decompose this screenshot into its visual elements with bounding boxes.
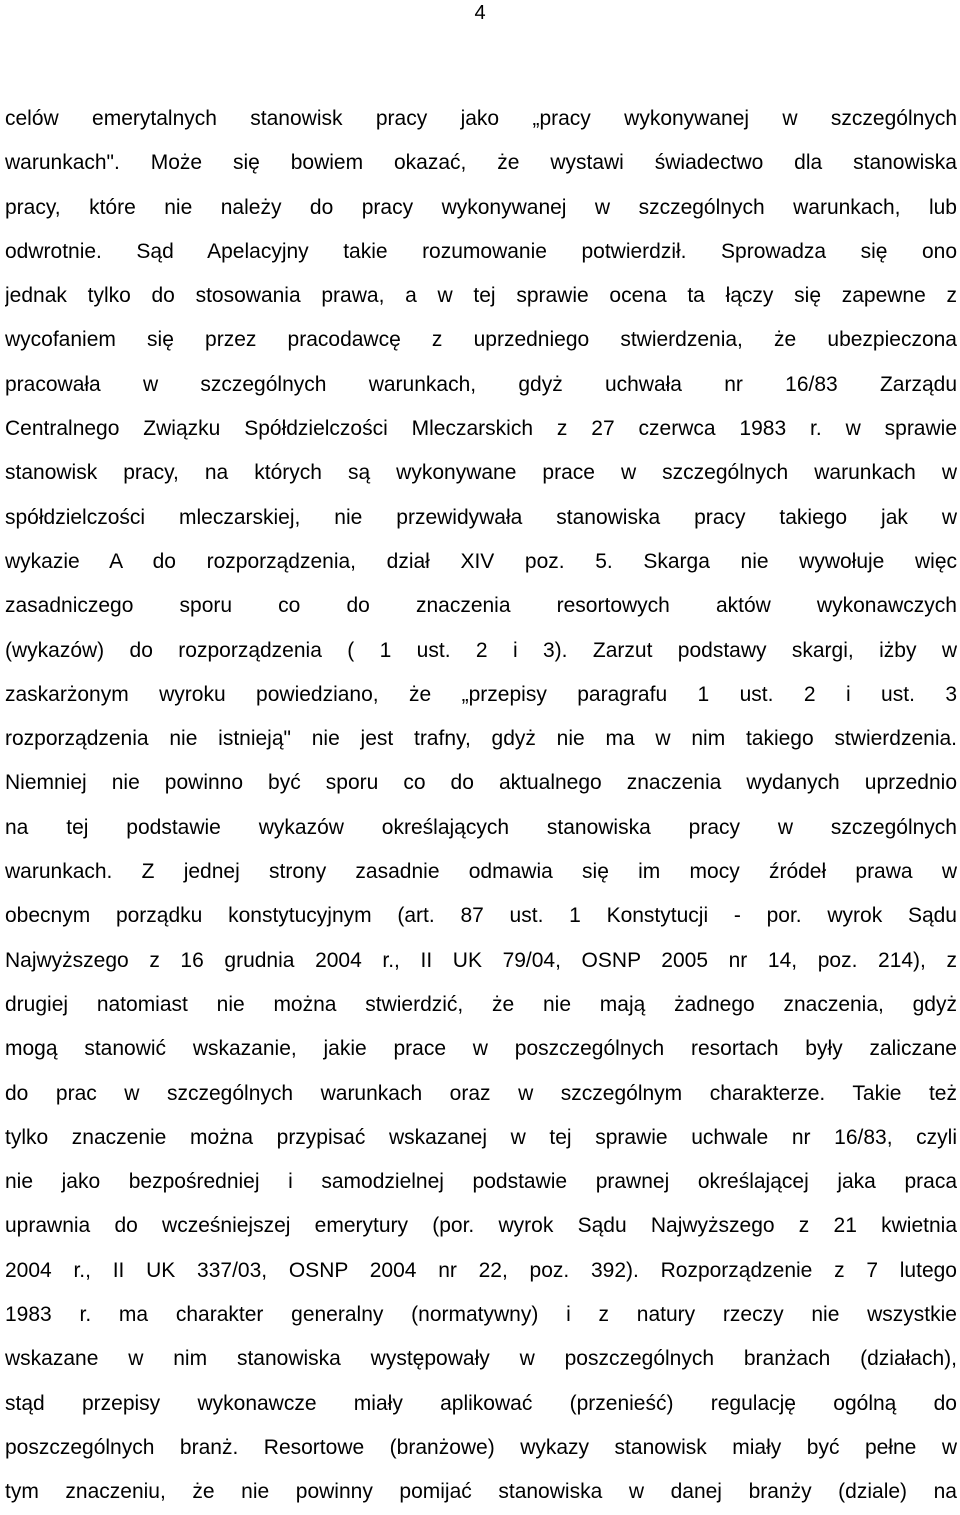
text-line: nie jako bezpośredniej i samodzielnej podstawie prawnej określającej jaka praca <box>5 1170 957 1194</box>
text-line: Najwyższego z 16 grudnia 2004 r., II UK 79/04, OSNP 2005 nr 14, poz. 214), z <box>5 948 957 972</box>
text-line: mogą stanowić wskazanie, jakie prace w poszczególnych resortach były zaliczane <box>5 1037 957 1061</box>
text-line: warunkach". Może się bowiem okazać, że wystawi świadectwo dla stanowiska <box>5 151 957 175</box>
text-line: spółdzielczości mleczarskiej, nie przewidywała stanowiska pracy takiego jak w <box>5 505 957 529</box>
text-line: zaskarżonym wyroku powiedziano, że „przepisy paragrafu 1 ust. 2 i ust. 3 <box>5 682 957 706</box>
text-line: stanowisk pracy, na których są wykonywane prace w szczególnych warunkach w <box>5 461 957 485</box>
text-line: tylko znaczenie można przypisać wskazanej w tej sprawie uchwale nr 16/83, czyli <box>5 1125 957 1149</box>
text-line: drugiej natomiast nie można stwierdzić, że nie mają żadnego znaczenia, gdyż <box>5 992 957 1016</box>
text-line: pracowała w szczególnych warunkach, gdyż uchwała nr 16/83 Zarządu <box>5 372 957 396</box>
document-body <box>5 97 957 1515</box>
page-number: 4 <box>474 2 486 24</box>
text-line: 2004 r., II UK 337/03, OSNP 2004 nr 22, poz. 392). Rozporządzenie z 7 lutego <box>5 1258 957 1282</box>
text-line: odwrotnie. Sąd Apelacyjny takie rozumowanie potwierdził. Sprowadza się ono <box>5 239 957 263</box>
text-line: wykazie A do rozporządzenia, dział XIV poz. 5. Skarga nie wywołuje więc <box>5 549 957 573</box>
text-line: Centralnego Związku Spółdzielczości Mleczarskich z 27 czerwca 1983 r. w sprawie <box>5 417 957 441</box>
text-line: wskazane w nim stanowiska występowały w poszczególnych branżach (działach), <box>5 1347 957 1371</box>
text-line: uprawnia do wcześniejszej emerytury (por. wyrok Sądu Najwyższego z 21 kwietnia <box>5 1214 957 1238</box>
text-line: poszczególnych branż. Resortowe (branżowe) wykazy stanowisk miały być pełne w <box>5 1435 957 1459</box>
text-line: celów emerytalnych stanowisk pracy jako „pracy wykonywanej w szczególnych <box>5 107 957 130</box>
text-line: stąd przepisy wykonawcze miały aplikować (przenieść) regulację ogólną do <box>5 1391 957 1415</box>
text-line: wycofaniem się przez pracodawcę z uprzedniego stwierdzenia, że ubezpieczona <box>5 328 957 352</box>
text-line: obecnym porządku konstytucyjnym (art. 87 ust. 1 Konstytucji - por. wyrok Sądu <box>5 904 957 928</box>
text-line: rozporządzenia nie istnieją" nie jest trafny, gdyż nie ma w nim takiego stwierdzenia. <box>5 727 957 751</box>
text-line: do prac w szczególnych warunkach oraz w szczególnym charakterze. Takie też <box>5 1081 957 1105</box>
text-line: tym znaczeniu, że nie powinny pomijać stanowiska w danej branży (dziale) na <box>5 1480 957 1504</box>
text-line: zasadniczego sporu co do znaczenia resortowych aktów wykonawczych <box>5 594 957 618</box>
text-line: jednak tylko do stosowania prawa, a w tej sprawie ocena ta łączy się zapewne z <box>5 284 957 308</box>
text-line: pracy, które nie należy do pracy wykonywanej w szczególnych warunkach, lub <box>5 195 957 219</box>
text-line: na tej podstawie wykazów określających stanowiska pracy w szczególnych <box>5 815 957 839</box>
text-line: Niemniej nie powinno być sporu co do aktualnego znaczenia wydanych uprzednio <box>5 771 957 795</box>
text-line: warunkach. Z jednej strony zasadnie odmawia się im mocy źródeł prawa w <box>5 860 957 884</box>
text-line: 1983 r. ma charakter generalny (normatywny) i z natury rzeczy nie wszystkie <box>5 1303 957 1327</box>
text-line: (wykazów) do rozporządzenia ( 1 ust. 2 i 3). Zarzut podstawy skargi, iżby w <box>5 638 957 662</box>
